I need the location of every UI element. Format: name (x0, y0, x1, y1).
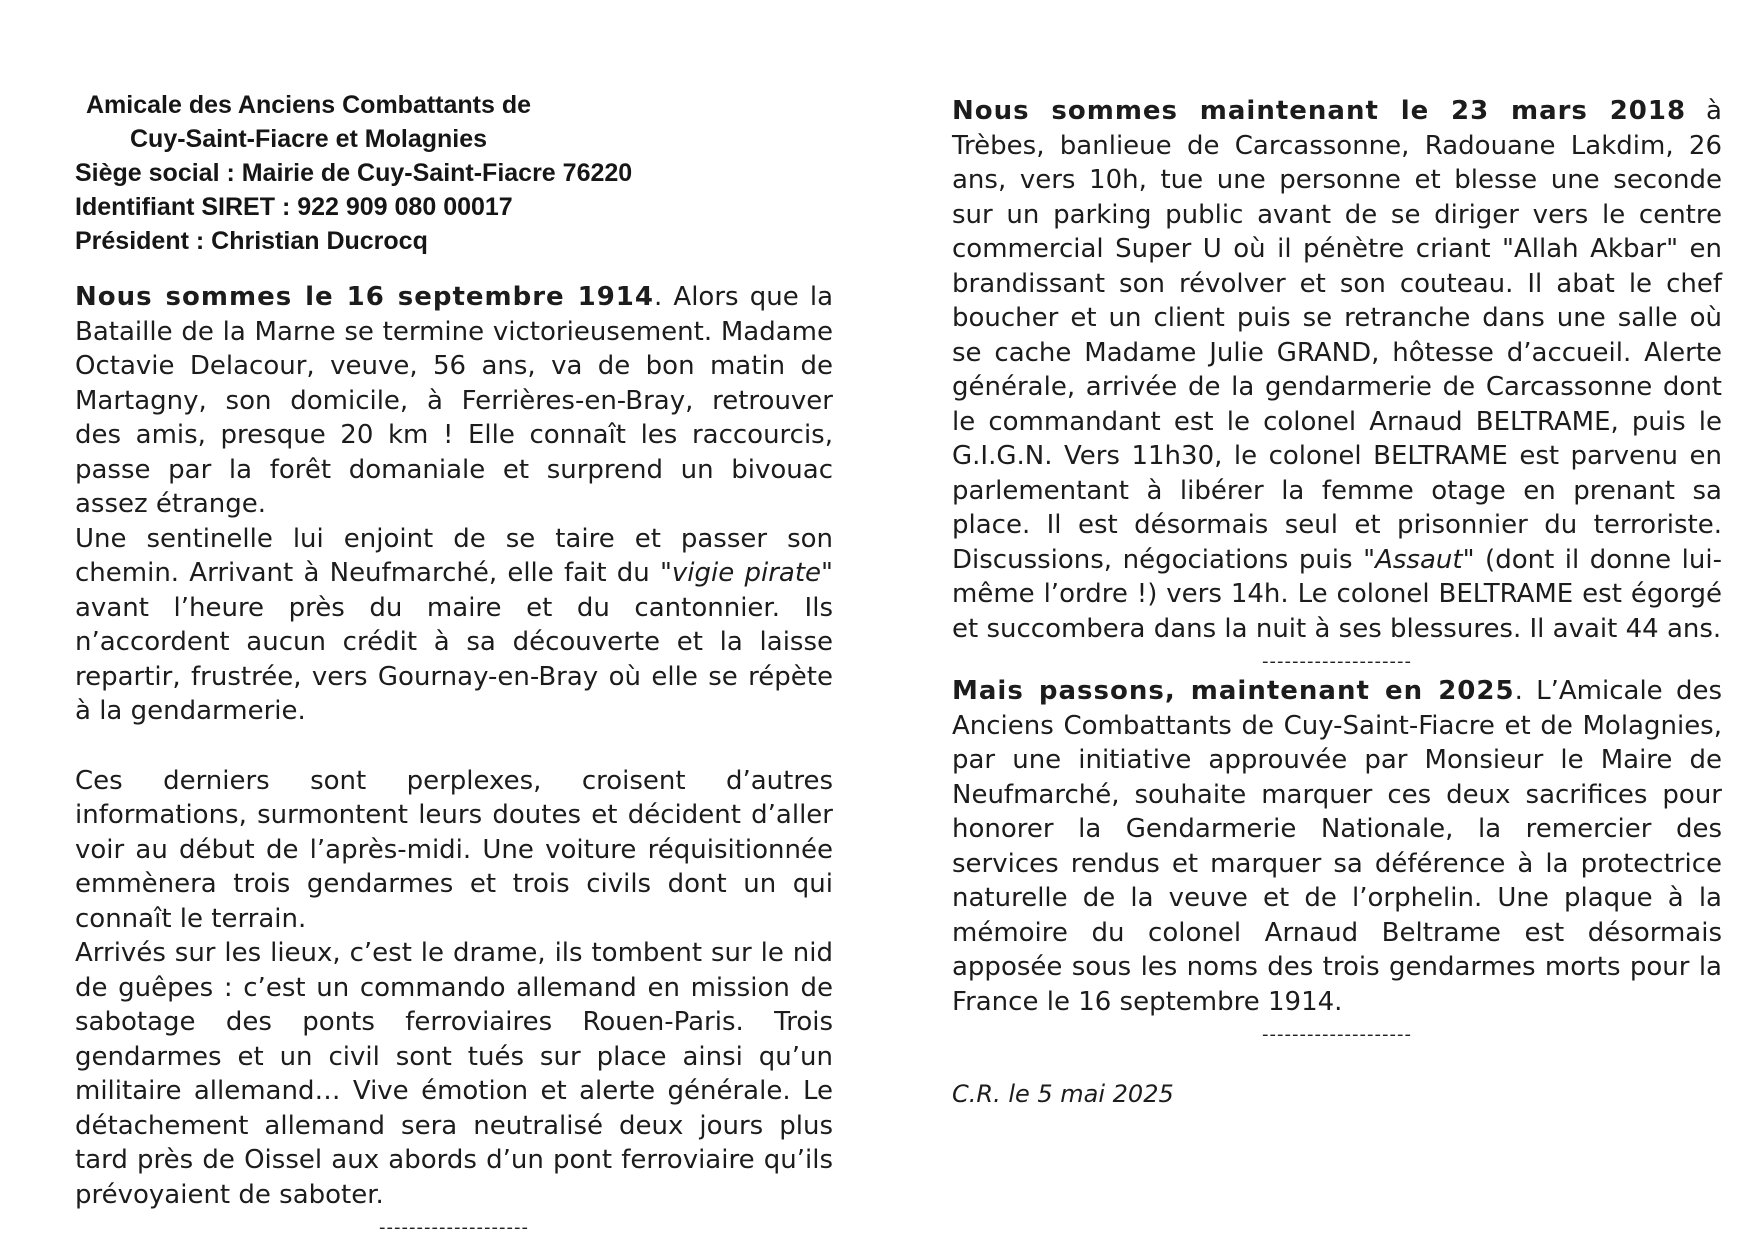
header-siret: Identifiant SIRET : 922 909 080 00017 (75, 193, 513, 221)
section-separator: -------------------- (1262, 651, 1412, 672)
paragraph-1914-intro (75, 280, 833, 522)
left-column (75, 88, 833, 1240)
paragraph-text: " (dont il donne lui-même l’ordre !) vers 14h. Le colonel BELTRAME est égorgé et succombera dans la nuit à ses blessures. Il avait 44 ans. (952, 544, 1722, 644)
section-separator: -------------------- (1262, 1024, 1412, 1045)
paragraph-2025 (952, 674, 1722, 1019)
header-president: Président : Christian Ducrocq (75, 227, 428, 255)
paragraph-lead-2018: Nous sommes maintenant le 23 mars 2018 (952, 96, 1687, 126)
emphasis-assaut: Assaut (1375, 544, 1463, 575)
paragraph-sentinel (75, 522, 833, 729)
paragraph-lead-2025: Mais passons, maintenant en 2025 (952, 676, 1515, 706)
paragraph-drama (75, 936, 833, 1212)
emphasis-vigie-pirate: vigie pirate (671, 558, 822, 588)
paragraph-text: Une sentinelle lui enjoint de se taire et passer son chemin. Arrivant à Neufmarché, elle fait du " (75, 523, 833, 588)
header-head-office: Siège social : Mairie de Cuy-Saint-Fiacre 76220 (75, 159, 633, 187)
association-header (75, 88, 833, 258)
section-separator: -------------------- (379, 1217, 529, 1238)
paragraph-text: . L’Amicale des Anciens Combattants de Cuy-Saint-Fiacre et de Molagnies, par une initiative approuvée par Monsieur le Maire de Neufmarché, souhaite marquer ces deux sacrifices pour honorer la Gendarmerie Nationale, la remercier des services rendus et marquer sa déférence à la protectrice naturelle de la veuve et de l’orphelin. Une plaque à la mémoire du colonel Arnaud Beltrame est désormais apposée sous les noms des trois gendarmes morts pour la France le 16 septembre 1914. (952, 676, 1723, 1017)
right-column (952, 94, 1722, 1112)
paragraph-lead-1914: Nous sommes le 16 septembre 1914 (75, 282, 654, 312)
paragraph-text: " avant l’heure près du maire et du cantonnier. Ils n’accordent aucun crédit à sa découverte et la laisse repartir, frustrée, vers Gournay-en-Bray où elle se répète à la gendarmerie. (75, 558, 833, 726)
signature: C.R. le 5 mai 2025 (952, 1080, 1174, 1108)
paragraph-text: Ces derniers sont perplexes, croisent d’autres informations, surmontent leurs doutes et décident d’aller voir au début de l’après-midi. Une voiture réquisitionnée emmènera trois gendarmes et trois civils dont un qui connaît le terrain. (75, 765, 833, 934)
paragraph-gendarmes (75, 764, 833, 937)
paragraph-2018 (952, 94, 1722, 646)
paragraph-text: Arrivés sur les lieux, c’est le drame, ils tombent sur le nid de guêpes : c’est un commando allemand en mission de sabotage des ponts ferroviaires Rouen-Paris. Trois gendarmes et un civil sont tués sur place ainsi qu’un militaire allemand… Vive émotion et alerte générale. Le détachement allemand sera neutralisé deux jours plus tard près de Oissel aux abords d’un pont ferroviaire qu’ils prévoyaient de saboter. (75, 938, 833, 1210)
paragraph-text: à Trèbes, banlieue de Carcassonne, Radouane Lakdim, 26 ans, vers 10h, tue une personne et blesse une seconde sur un parking public avant de se diriger vers le centre commercial Super U où il pénètre criant "Allah Akbar" en brandissant son révolver et son couteau. Il abat le chef boucher et un client puis se retranche dans une salle où se cache Madame Julie GRAND, hôtesse d’accueil. Alerte générale, arrivée de la gendarmerie de Carcassonne dont le commandant est le colonel Arnaud BELTRAME, puis le G.I.G.N. Vers 11h30, le colonel BELTRAME est parvenu en parlementant à libérer la femme otage en prenant sa place. Il est désormais seul et prisonnier du terroriste. Discussions, négociations puis " (952, 96, 1722, 575)
header-communes: Cuy-Saint-Fiacre et Molagnies (130, 125, 488, 153)
header-association-name: Amicale des Anciens Combattants de (86, 91, 532, 119)
paragraph-text: . Alors que la Bataille de la Marne se termine victorieusement. Madame Octavie Delacour, veuve, 56 ans, va de bon matin de Martagny, son domicile, à Ferrières-en-Bray, retrouver des amis, presque 20 km ! Elle connaît les raccourcis, passe par la forêt domaniale et surprend un bivouac assez étrange. (75, 282, 833, 519)
